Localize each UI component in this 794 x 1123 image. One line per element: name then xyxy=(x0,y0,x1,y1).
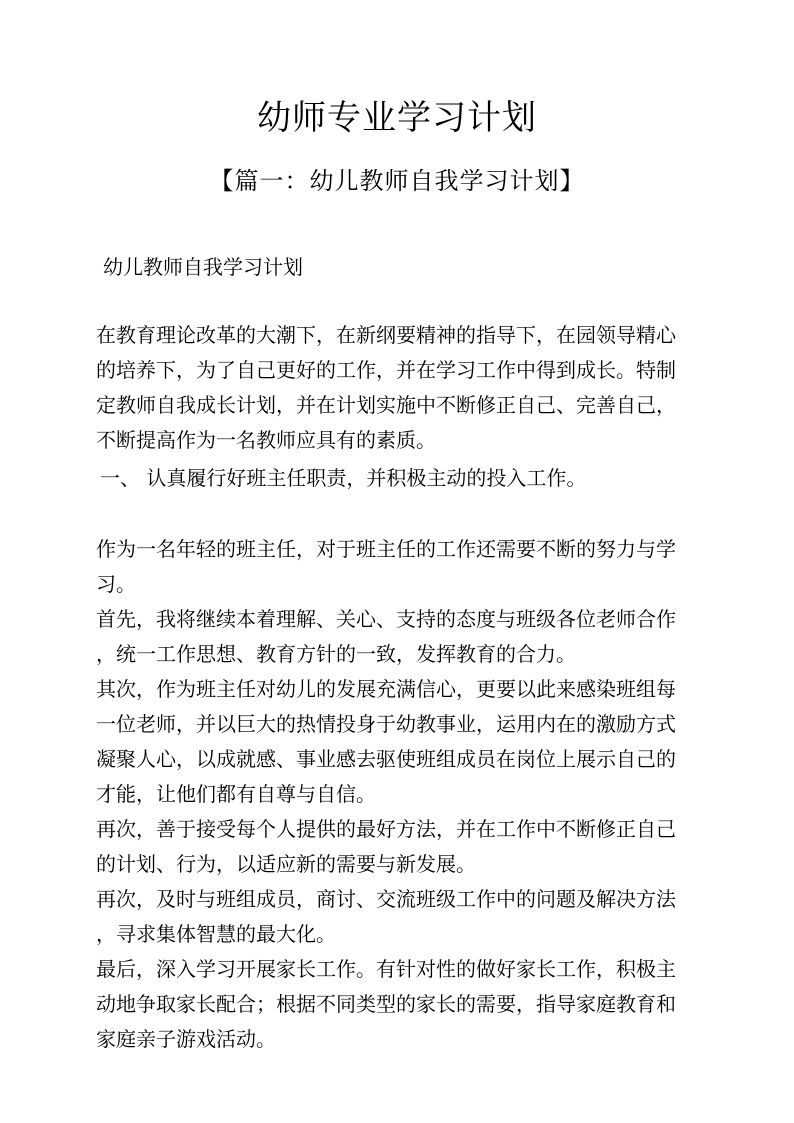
body-line: 最后，深入学习开展家长工作。有针对性的做好家长工作，积极主 xyxy=(96,957,676,981)
body-line: 的计划、行为，以适应新的需要与新发展。 xyxy=(96,852,476,876)
intro-line: 不断提高作为一名教师应具有的素质。 xyxy=(96,428,436,452)
intro-line: 在教育理论改革的大潮下，在新纲要精神的指导下，在园领导精心 xyxy=(96,323,676,347)
body-line: 再次，及时与班组成员，商讨、交流班级工作中的问题及解决方法 xyxy=(96,887,676,911)
body-line: 习。 xyxy=(96,572,136,596)
body-paragraph xyxy=(96,532,692,1057)
intro-line: 的培养下，为了自己更好的工作，并在学习工作中得到成长。特制 xyxy=(96,358,676,382)
body-line: ，寻求集体智慧的最大化。 xyxy=(96,922,336,946)
document-subtitle: 【篇一：幼儿教师自我学习计划】 xyxy=(209,167,585,195)
document-title: 幼师专业学习计划 xyxy=(257,98,537,138)
body-line: 作为一名年轻的班主任，对于班主任的工作还需要不断的努力与学 xyxy=(96,537,676,561)
body-line: 动地争取家长配合；根据不同类型的家长的需要，指导家庭教育和 xyxy=(96,992,676,1016)
body-line: 家庭亲子游戏活动。 xyxy=(96,1027,276,1051)
intro-paragraph xyxy=(96,318,692,458)
body-line: 再次，善于接受每个人提供的最好方法，并在工作中不断修正自己 xyxy=(96,817,676,841)
section-one-heading: 一、 认真履行好班主任职责，并积极主动的投入工作。 xyxy=(100,466,587,490)
intro-line: 定教师自我成长计划，并在计划实施中不断修正自己、完善自己， xyxy=(96,393,676,417)
body-line: 首先，我将继续本着理解、关心、支持的态度与班级各位老师合作 xyxy=(96,607,676,631)
section-heading: 幼儿教师自我学习计划 xyxy=(103,255,303,279)
body-line: 才能，让他们都有自尊与自信。 xyxy=(96,782,376,806)
body-line: ，统一工作思想、教育方针的一致，发挥教育的合力。 xyxy=(96,642,576,666)
body-line: 凝聚人心，以成就感、事业感去驱使班组成员在岗位上展示自己的 xyxy=(96,747,676,771)
body-line: 其次，作为班主任对幼儿的发展充满信心，更要以此来感染班组每 xyxy=(96,677,676,701)
body-line: 一位老师，并以巨大的热情投身于幼教事业，运用内在的激励方式 xyxy=(96,712,676,736)
